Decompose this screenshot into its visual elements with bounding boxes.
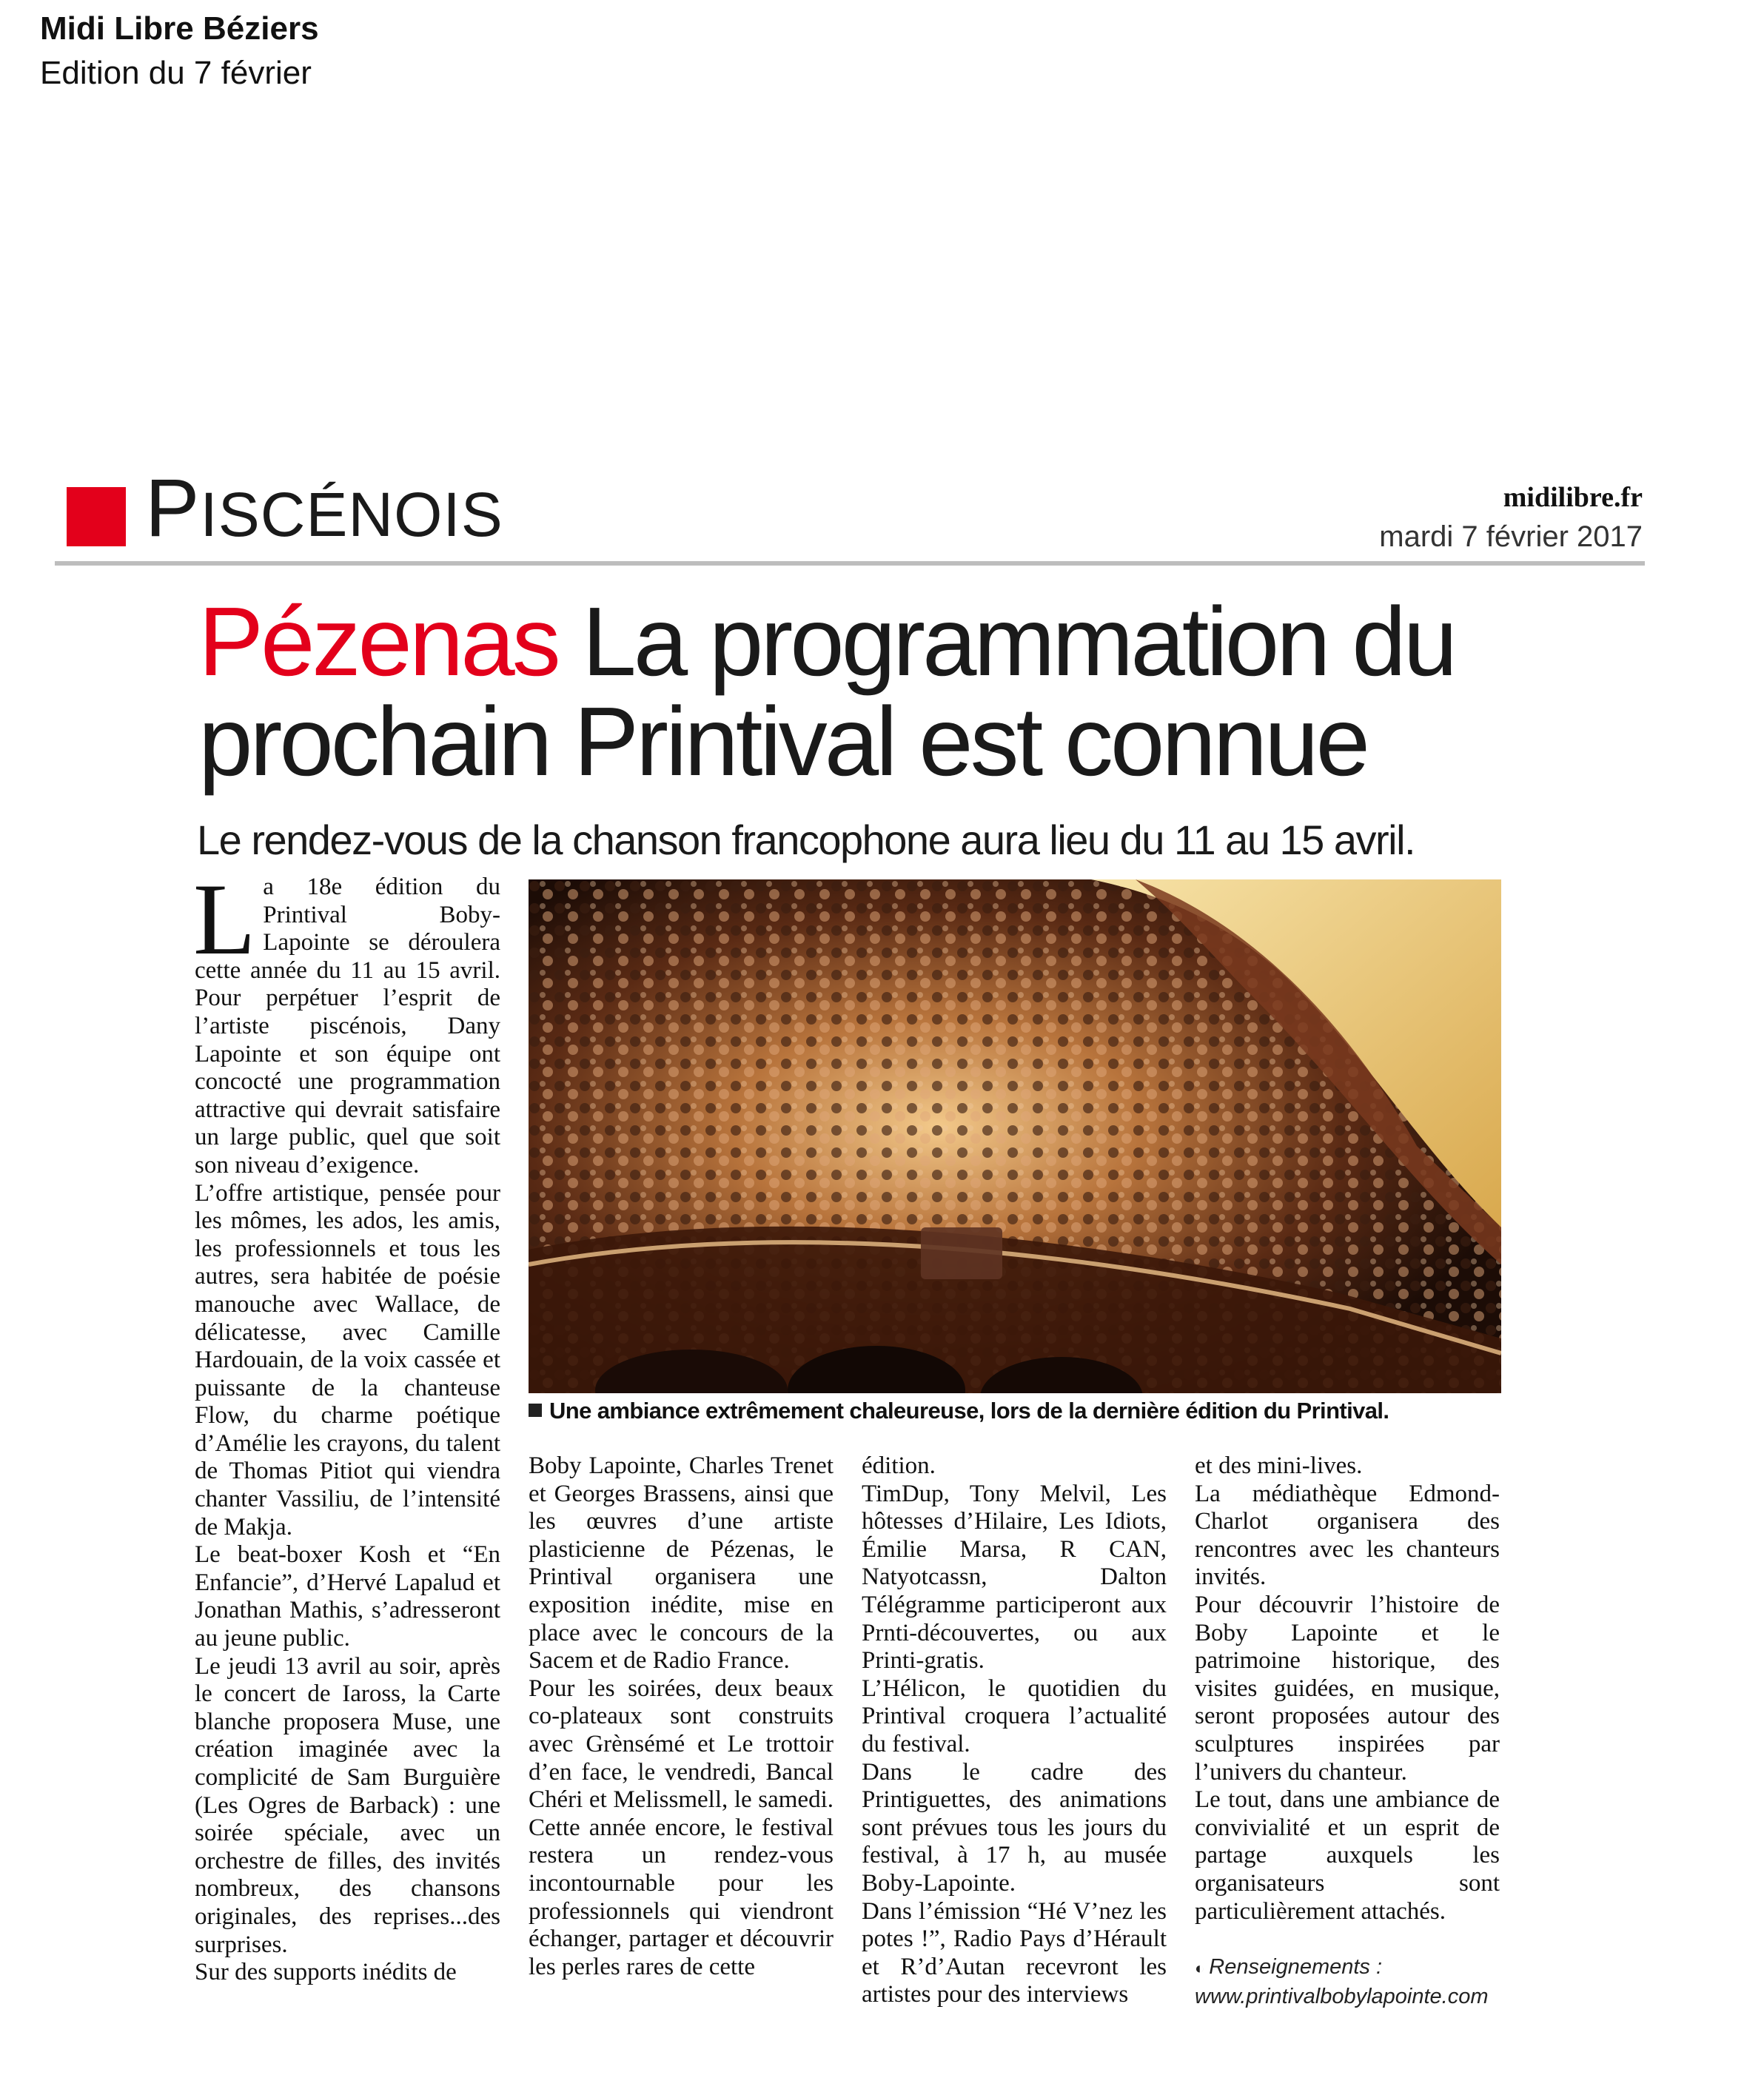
photo-caption [529,1398,1520,1424]
article-column-4 [1195,1452,1500,1925]
paragraph: Le beat-boxer Kosh et “En Enfancie”, d’Hervé Lapalud et Jonathan Mathis, s’adresseront au jeune public. [195,1541,500,1652]
concert-photo [529,879,1501,1393]
section-name-rest: ISCÉNOIS [200,480,503,549]
caption-bullet [529,1404,542,1417]
info-url: www.printivalbobylapointe.com [1195,1985,1489,2008]
header-rule [55,561,1645,566]
section-name [145,463,503,554]
paragraph: L’offre artistique, pensée pour les mômes, les ados, les amis, les professionnels et tous les autres, sera habitée de poésie manouche avec Wallace, de délicatesse, avec Camille Hardouain, de la voix cassée et puissante de la chanteuse Flow, du charme poétique d’Amélie les crayons, du talent de Thomas Pitiot qui viendra chanter Vassiliu, de l’intensité de Makja. [195,1179,500,1541]
paragraph: et des mini-lives. [1195,1452,1363,1479]
article-column-2 [529,1452,834,1981]
article-column-1 [193,862,500,1987]
info-arrow-icon: ◐ [1195,1959,1205,1977]
paragraph: Dans l’émission “Hé V’nez les potes !”, Radio Pays d’Hérault et R’d’Autan recevront les artistes pour des interviews [862,1897,1167,2008]
info-label: Renseignements : [1209,1955,1383,1979]
article-column-3 [862,1452,1167,2009]
paragraph: L’Hélicon, le quotidien du Printival croquera l’actualité du festival. [862,1675,1167,1757]
paragraph: a 18e édition du Printival Boby-Lapointe se déroulera cette année du 11 au 15 avril. Pour perpétuer l’esprit de l’artiste piscénois, Dany Lapointe et son équipe ont concocté une programmation attractive qui devrait satisfaire un large public, quel que soit son niveau d’exigence. [195,874,500,1179]
paragraph: Pour découvrir l’histoire de Boby Lapointe et le patrimoine historique, des visites guidées, en musique, seront proposées autour des sculptures inspirées par l’univers du chanteur. [1195,1591,1500,1786]
subheadline: Le rendez-vous de la chanson francophone aura lieu du 11 au 15 avril. [197,817,1415,863]
paragraph: Sur des supports inédits de [195,1959,457,1986]
caption-text: Une ambiance extrêmement chaleureuse, lors de la dernière édition du Printival. [549,1398,1389,1424]
paragraph: Le tout, dans une ambiance de convivialité et un esprit de partage auxquels les organisateurs sont particulièrement attachés. [1195,1786,1500,1925]
site-name: midilibre.fr [1503,482,1643,513]
headline-text: La programmation du prochain Printival est connue [198,587,1455,796]
section-name-initial: P [145,463,201,554]
paragraph: Pour les soirées, deux beaux co-plateaux sont construits avec Grènsémé et Le trottoir d’en face, le vendredi, Bancal Chéri et Melissmell, le samedi. Cette année encore, le festival restera un rendez-vous incontournable pour les professionnels qui viendront échanger, partager et découvrir les perles rares de cette [529,1675,834,1980]
headline [198,587,1568,796]
paragraph: TimDup, Tony Melvil, Les hôtesses d’Hilaire, Les Idiots, Émilie Marsa, R CAN, Natyotcassn, Dalton Télégramme participeront aux Prnti-découvertes, ou aux Printi-gratis. [862,1480,1167,1675]
source-title: Midi Libre Béziers [40,10,319,47]
issue-date: mardi 7 février 2017 [1379,520,1643,553]
paragraph: La médiathèque Edmond-Charlot organisera des rencontres avec les chanteurs invités. [1195,1480,1500,1591]
source-edition: Edition du 7 février [40,55,312,91]
info-box [1195,1953,1565,2011]
drop-cap: L [193,862,256,976]
paragraph: Boby Lapointe, Charles Trenet et Georges Brassens, ainsi que les œuvres d’une artiste plasticienne de Pézenas, le Printival organisera une exposition inédite, mise en place avec le concours de la Sacem et de Radio France. [529,1452,834,1675]
headline-kicker: Pézenas [198,587,558,696]
section-marker [67,487,126,546]
paragraph: Le jeudi 13 avril au soir, après le concert de Iaross, la Carte blanche proposera Muse, une création imaginée avec la complicité de Sam Burguière (Les Ogres de Barback) : une soirée spéciale, avec un orchestre de filles, des invités nombreux, des chansons originales, des reprises...des surprises. [195,1652,500,1958]
paragraph: édition. [862,1452,936,1479]
paragraph: Dans le cadre des Printiguettes, des animations sont prévues tous les jours du festival, à 17 h, au musée Boby-Lapointe. [862,1758,1167,1897]
